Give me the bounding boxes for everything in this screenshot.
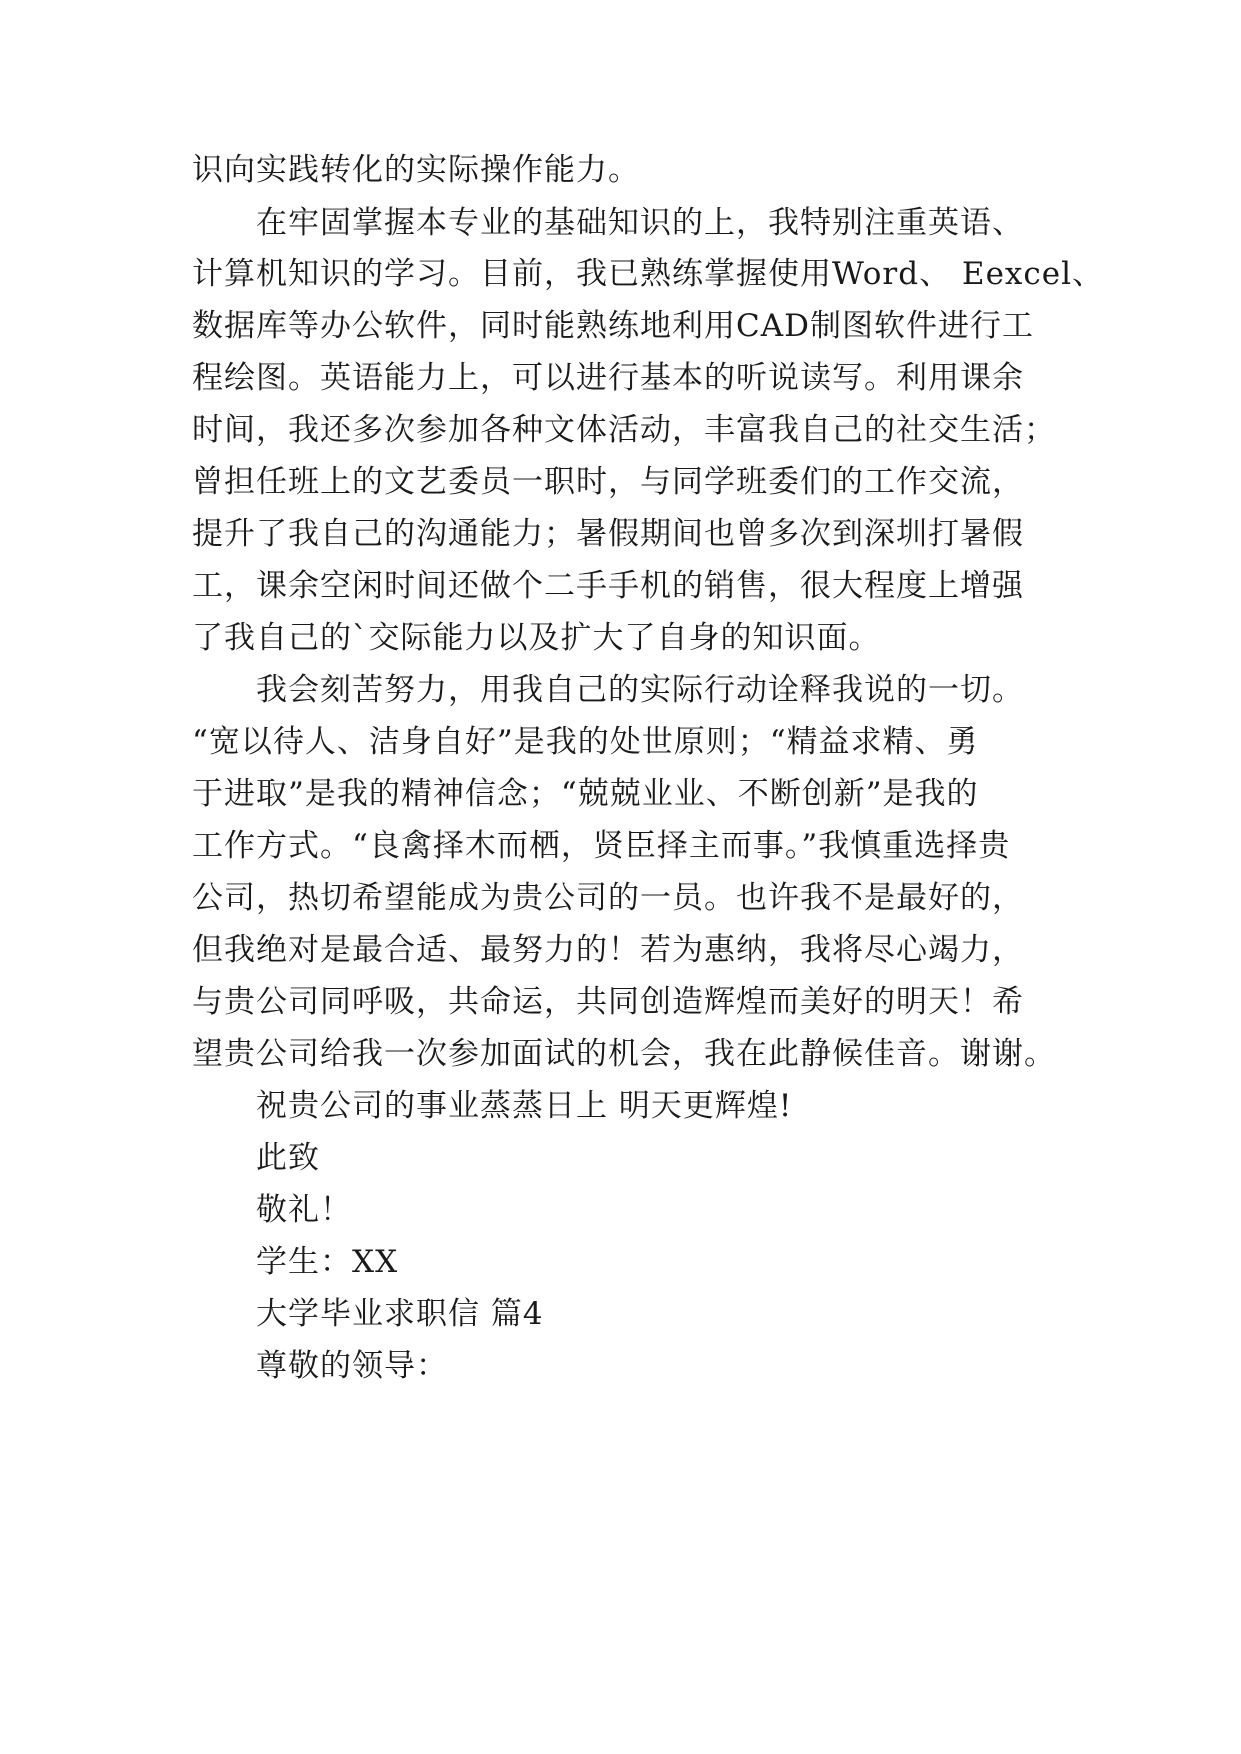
text-line: 于进取”是我的精神信念；“兢兢业业、不断创新”是我的 [192,776,979,812]
closing-wish: 祝贵公司的事业蒸蒸日上 明天更辉煌! [256,1088,793,1124]
section-title: 大学毕业求职信 篇4 [256,1296,544,1332]
signature: 学生：XX [256,1244,399,1280]
text-line: 曾担任班上的文艺委员一职时，与同学班委们的工作交流， [192,464,1024,500]
closing-regards: 敬礼！ [256,1192,352,1228]
text-line: 了我自己的`交际能力以及扩大了自身的知识面。 [192,620,881,656]
text-line: 公司，热切希望能成为贵公司的一员。也许我不是最好的， [192,880,1024,916]
text-line: 我会刻苦努力，用我自己的实际行动诠释我说的一切。 [256,672,1024,708]
closing-salutation: 此致 [256,1140,320,1176]
text-line: 但我绝对是最合适、最努力的！若为惠纳，我将尽心竭力， [192,932,1024,968]
text-line: 在牢固掌握本专业的基础知识的上，我特别注重英语、 [256,205,1024,241]
text-line: 望贵公司给我一次参加面试的机会，我在此静候佳音。谢谢。 [192,1036,1056,1072]
text-line: 数据库等办公软件，同时能熟练地利用CAD制图软件进行工 [192,308,1034,344]
text-line: 计算机知识的学习。目前，我已熟练掌握使用Word、 Eexcel、 [192,256,1105,292]
text-line: 工，课余空闲时间还做个二手手机的销售，很大程度上增强 [192,568,1024,604]
text-line: 程绘图。英语能力上，可以进行基本的听说读写。利用课余 [192,360,1024,396]
text-line: 与贵公司同呼吸，共命运，共同创造辉煌而美好的明天！希 [192,984,1024,1020]
text-line: 工作方式。“良禽择木而栖，贤臣择主而事。”我慎重选择贵 [192,828,1011,864]
text-line: 提升了我自己的沟通能力；暑假期间也曾多次到深圳打暑假 [192,516,1024,552]
text-line: 识向实践转化的实际操作能力。 [192,152,640,188]
text-line: 时间，我还多次参加各种文体活动，丰富我自己的社交生活； [192,412,1056,448]
text-line: “宽以待人、洁身自好”是我的处世原则；“精益求精、勇 [192,724,979,760]
greeting: 尊敬的领导： [256,1348,448,1384]
